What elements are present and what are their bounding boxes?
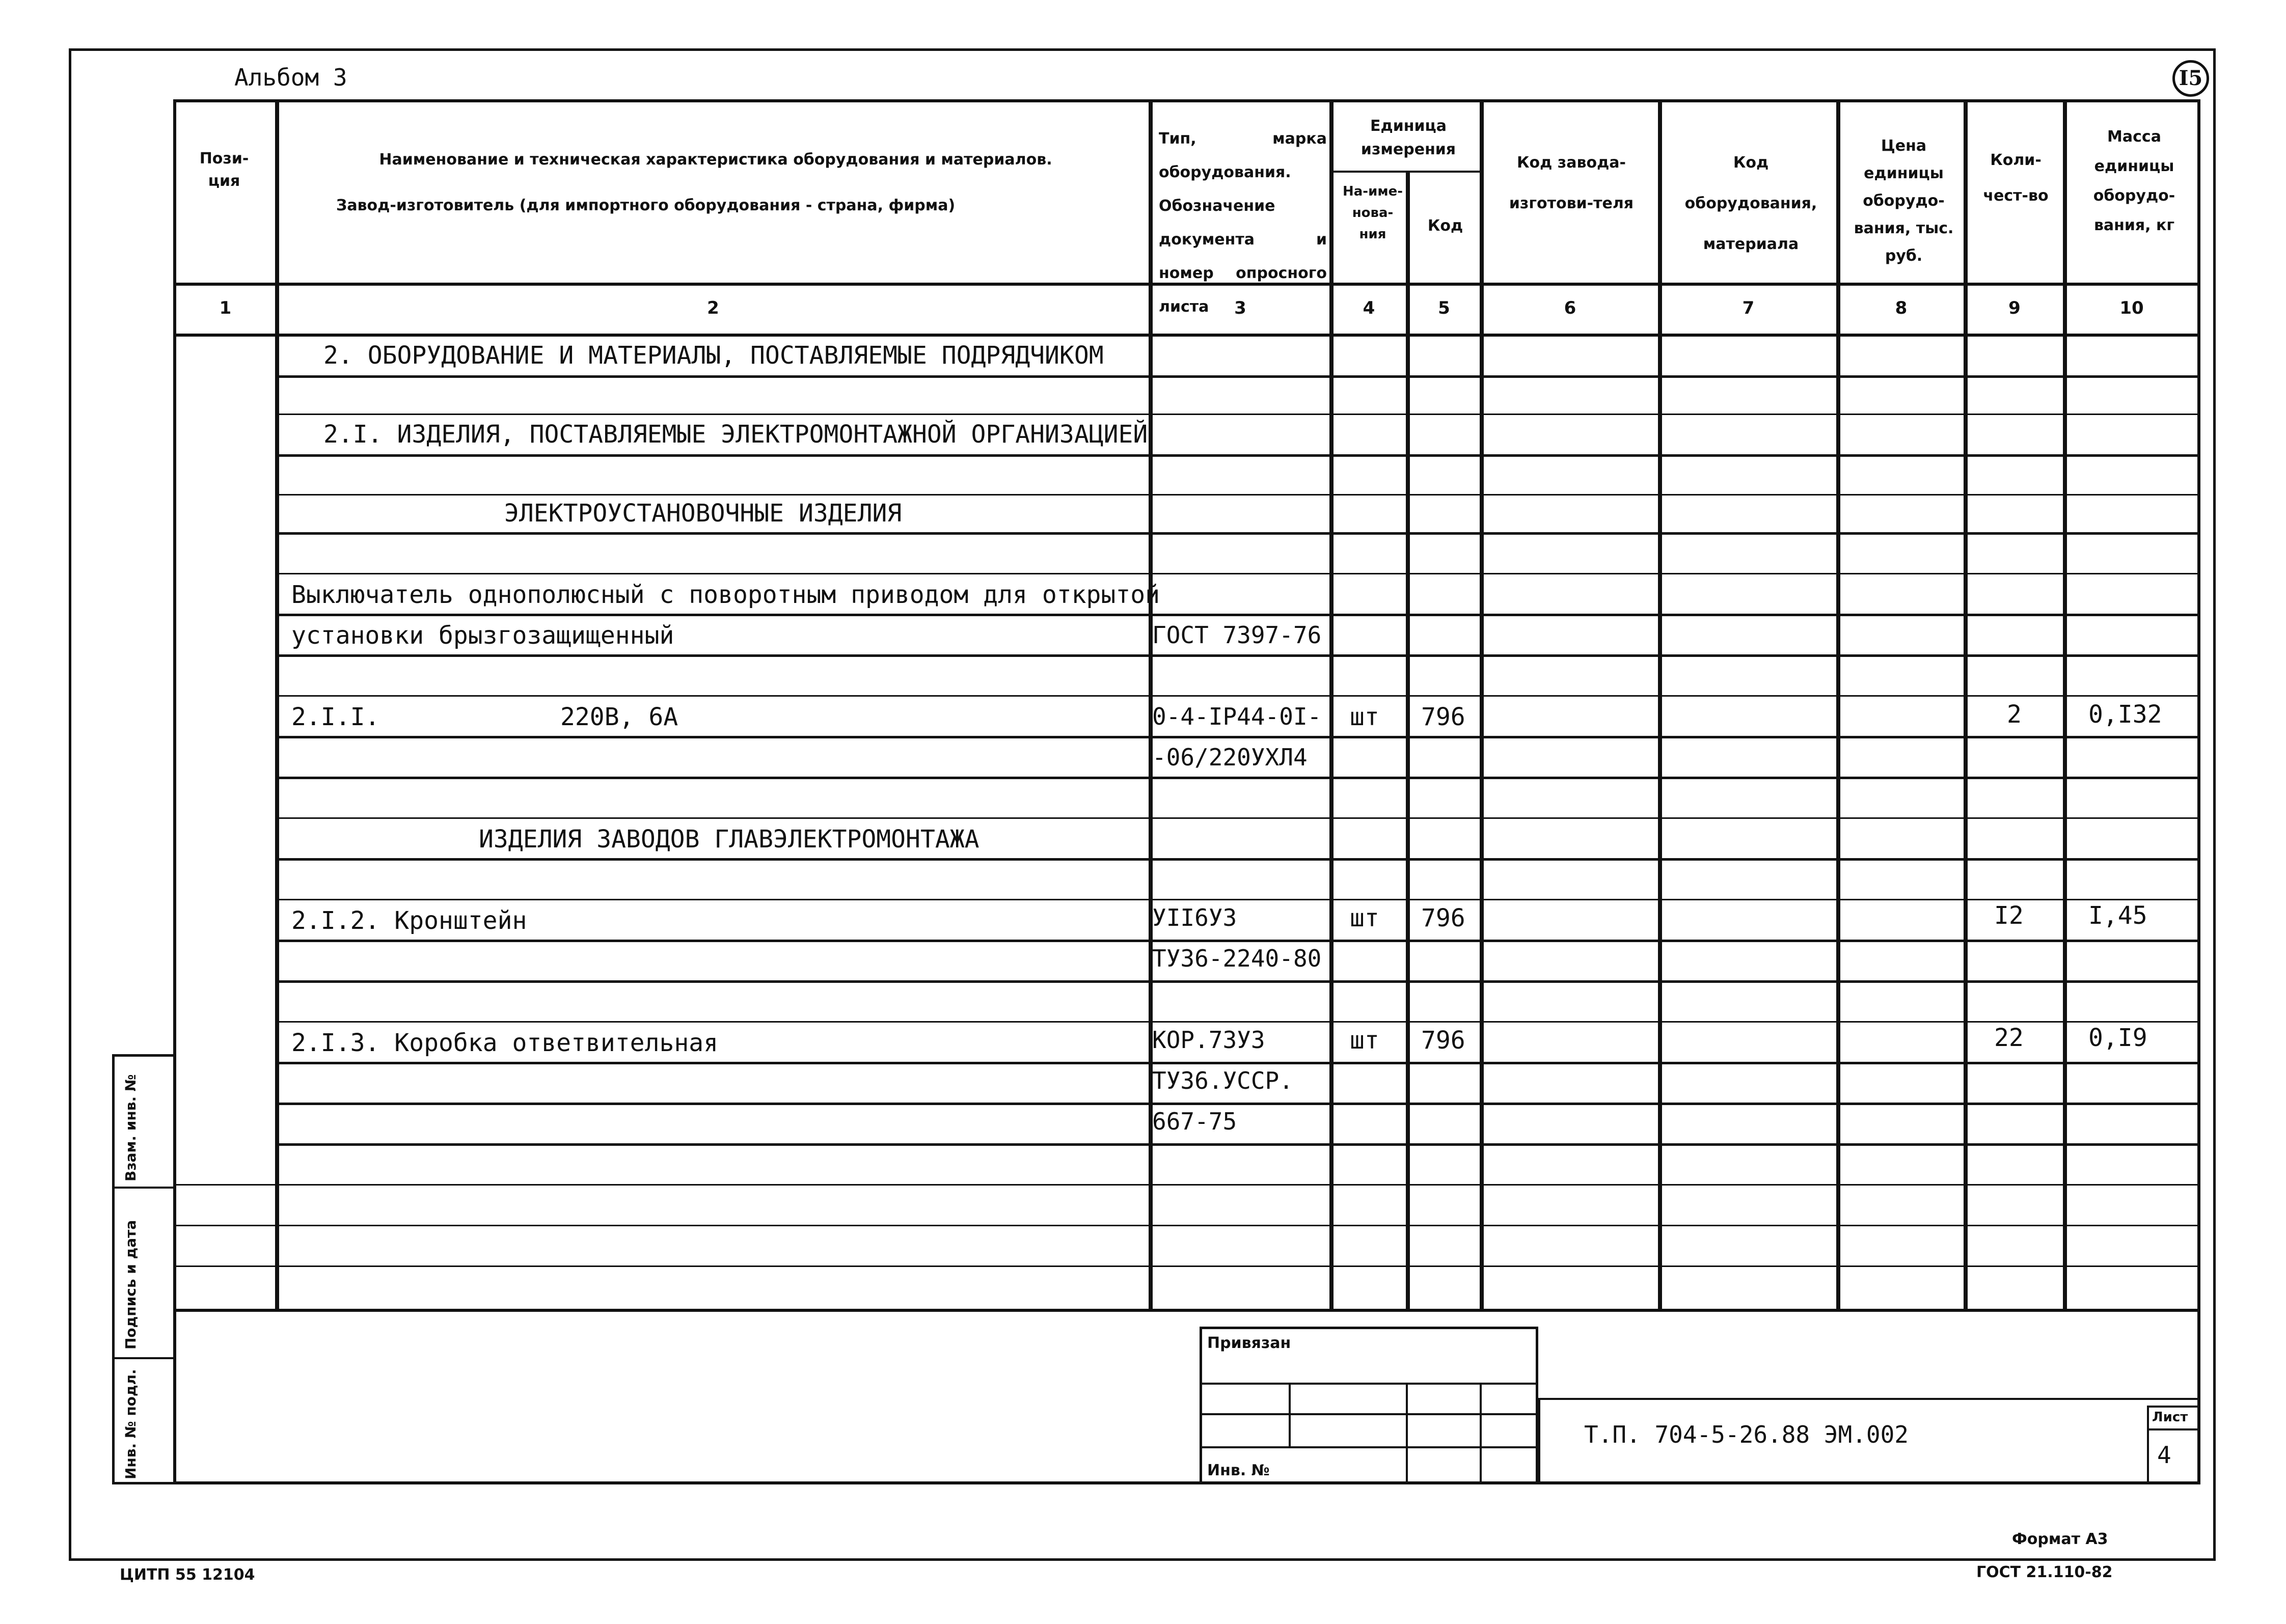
item-212-name: 2.I.2. Кронштейн	[291, 906, 527, 935]
format-label: Формат А3	[2012, 1530, 2108, 1548]
colnum-3: 3	[1234, 298, 1246, 318]
row-line	[275, 858, 2200, 861]
item-213-type-3: 667-75	[1152, 1108, 1237, 1135]
printer-label: ЦИТП 55 12104	[120, 1566, 255, 1584]
stamp-sheet-divider	[2147, 1428, 2200, 1430]
stamp-vline	[1289, 1383, 1291, 1446]
header-equip-code: Код оборудования, материала	[1684, 154, 1817, 253]
row-line	[275, 494, 2200, 496]
header-mass: Масса единицы оборудо-вания, кг	[2093, 128, 2175, 234]
colnum-7: 7	[1742, 298, 1755, 318]
header-unit-group: Единица измерения	[1360, 117, 1456, 158]
row-line	[275, 414, 2200, 415]
row-line	[275, 1021, 2200, 1023]
colnum-8: 8	[1895, 298, 1908, 318]
item-211-mass: 0,I32	[2088, 700, 2162, 729]
row-line	[275, 695, 2200, 697]
colnum-9: 9	[2008, 298, 2021, 318]
switch-desc-line1: Выключатель однополюсный с поворотным приводом для открытой	[291, 581, 1160, 609]
row-line	[275, 454, 2200, 457]
col-line-9	[2063, 99, 2067, 1309]
colnum-4: 4	[1363, 298, 1375, 318]
colnum-6: 6	[1564, 298, 1576, 318]
row-line	[275, 817, 2200, 819]
item-211-unit: шт	[1350, 703, 1379, 731]
col-line-8	[1964, 99, 1968, 1309]
stamp-doc-top	[1538, 1398, 2200, 1400]
standard-label: ГОСТ 21.110-82	[1976, 1563, 2113, 1581]
side-label-podpis: Подпись и дата	[122, 1220, 139, 1350]
row-line	[275, 1143, 2200, 1146]
row-line	[275, 1103, 2200, 1105]
header-name-line2: Завод-изготовитель (для импортного оборудования - страна, фирма)	[336, 197, 956, 214]
page-number-badge	[2172, 60, 2209, 97]
switch-desc-line2: установки брызгозащищенный	[291, 621, 674, 650]
stamp-sheet-label: Лист	[2152, 1410, 2188, 1425]
row-line	[275, 375, 2200, 378]
stamp-vline	[1406, 1383, 1408, 1484]
item-213-type-2: ТУ36.УССР.	[1152, 1067, 1293, 1094]
item-213-qty: 22	[1994, 1024, 2024, 1052]
header-type: Тип, марка оборудования. Обозначение документа и номер опросного листа	[1159, 130, 1327, 316]
row-line	[173, 1184, 2200, 1186]
side-label-inv-podl: Инв. № подл.	[122, 1369, 139, 1479]
item-212-type-1: УII6У3	[1152, 904, 1237, 931]
row-line	[275, 777, 2200, 779]
row-line	[275, 899, 2200, 900]
subheading-electro: ЭЛЕКТРОУСТАНОВОЧНЫЕ ИЗДЕЛИЯ	[504, 499, 902, 528]
row-line	[173, 1265, 2200, 1267]
stamp-inv-label: Инв. №	[1207, 1462, 1270, 1479]
row-line	[173, 1225, 2200, 1226]
colnum-2: 2	[707, 298, 719, 318]
item-213-type-1: КОР.73У3	[1152, 1026, 1265, 1054]
strip-div-2	[112, 1357, 176, 1359]
album-title: Альбом 3	[234, 64, 347, 91]
row-line	[275, 573, 2200, 574]
stamp-doc-code: Т.П. 704-5-26.88 ЭМ.002	[1584, 1421, 1909, 1448]
colnum-5: 5	[1438, 298, 1450, 318]
item-212-qty: I2	[1994, 901, 2024, 930]
header-plant-code: Код завода-изготови-теля	[1509, 154, 1634, 212]
header-name-line1: Наименование и техническая характеристика оборудования и материалов.	[379, 151, 1052, 169]
row-line	[275, 736, 2200, 738]
row-line	[275, 1062, 2200, 1064]
header-position: Пози-ция	[199, 150, 249, 190]
stamp-line	[1200, 1446, 1538, 1448]
item-211-spec: 220В, 6А	[560, 703, 678, 731]
colnum-1: 1	[219, 298, 232, 318]
col-line-5	[1480, 99, 1484, 1309]
row-line	[275, 654, 2200, 657]
side-label-vzam: Взам. инв. №	[122, 1074, 139, 1181]
section-heading-2: 2. ОБОРУДОВАНИЕ И МАТЕРИАЛЫ, ПОСТАВЛЯЕМЫЕ ПОДРЯДЧИКОМ	[323, 341, 1104, 370]
strip-div-1	[112, 1187, 176, 1189]
item-213-unit: шт	[1350, 1026, 1379, 1055]
item-211-type-1: 0-4-IP44-0I-	[1152, 703, 1322, 730]
section-heading-2-1: 2.I. ИЗДЕЛИЯ, ПОСТАВЛЯЕМЫЕ ЭЛЕКТРОМОНТАЖНОЙ ОРГАНИЗАЦИЕЙ	[323, 420, 1148, 449]
col-line-3	[1329, 99, 1334, 1309]
header-qty: Коли-чест-во	[1983, 151, 2049, 205]
header-price: Цена единицы оборудо-вания, тыс. руб.	[1854, 137, 1954, 265]
row-line	[275, 980, 2200, 983]
binding-strip	[112, 1054, 176, 1484]
subheading-glav: ИЗДЕЛИЯ ЗАВОДОВ ГЛАВЭЛЕКТРОМОНТАЖА	[479, 825, 979, 854]
stamp-vline	[1480, 1383, 1482, 1484]
col-line-1	[275, 99, 279, 1309]
page-badge-text: I5	[2179, 66, 2203, 90]
body-bottom-line	[173, 1309, 2200, 1312]
col-line-7	[1836, 99, 1840, 1309]
item-211-type-2: -06/220УХЛ4	[1152, 744, 1308, 771]
col-line-6	[1658, 99, 1662, 1309]
colnum-bottom-line	[173, 334, 2200, 337]
item-213-mass: 0,I9	[2088, 1024, 2147, 1052]
item-212-mass: I,45	[2088, 901, 2147, 930]
stamp-privyazan-label: Привязан	[1207, 1334, 1291, 1352]
row-line	[275, 532, 2200, 535]
item-212-unit: шт	[1350, 904, 1379, 932]
stamp-line	[1200, 1383, 1538, 1385]
header-unit-code: Код	[1427, 217, 1463, 235]
row-line	[275, 940, 2200, 942]
stamp-doc-divider	[1538, 1398, 1540, 1484]
switch-doc: ГОСТ 7397-76	[1152, 621, 1322, 649]
item-213-code: 796	[1421, 1026, 1465, 1055]
item-211-code: 796	[1421, 703, 1465, 731]
stamp-line	[1200, 1413, 1538, 1415]
item-211-qty: 2	[2007, 700, 2022, 729]
row-line	[275, 614, 2200, 616]
item-211-position: 2.I.I.	[291, 703, 380, 731]
item-213-name: 2.I.3. Коробка ответвительная	[291, 1029, 719, 1057]
header-unit-name: На-име-нова-ния	[1343, 184, 1403, 242]
item-212-type-2: ТУ36-2240-80	[1152, 945, 1322, 972]
item-212-code: 796	[1421, 904, 1465, 932]
col-line-4	[1406, 171, 1410, 1309]
colnum-10: 10	[2119, 298, 2144, 318]
stamp-sheet-number: 4	[2157, 1441, 2171, 1469]
